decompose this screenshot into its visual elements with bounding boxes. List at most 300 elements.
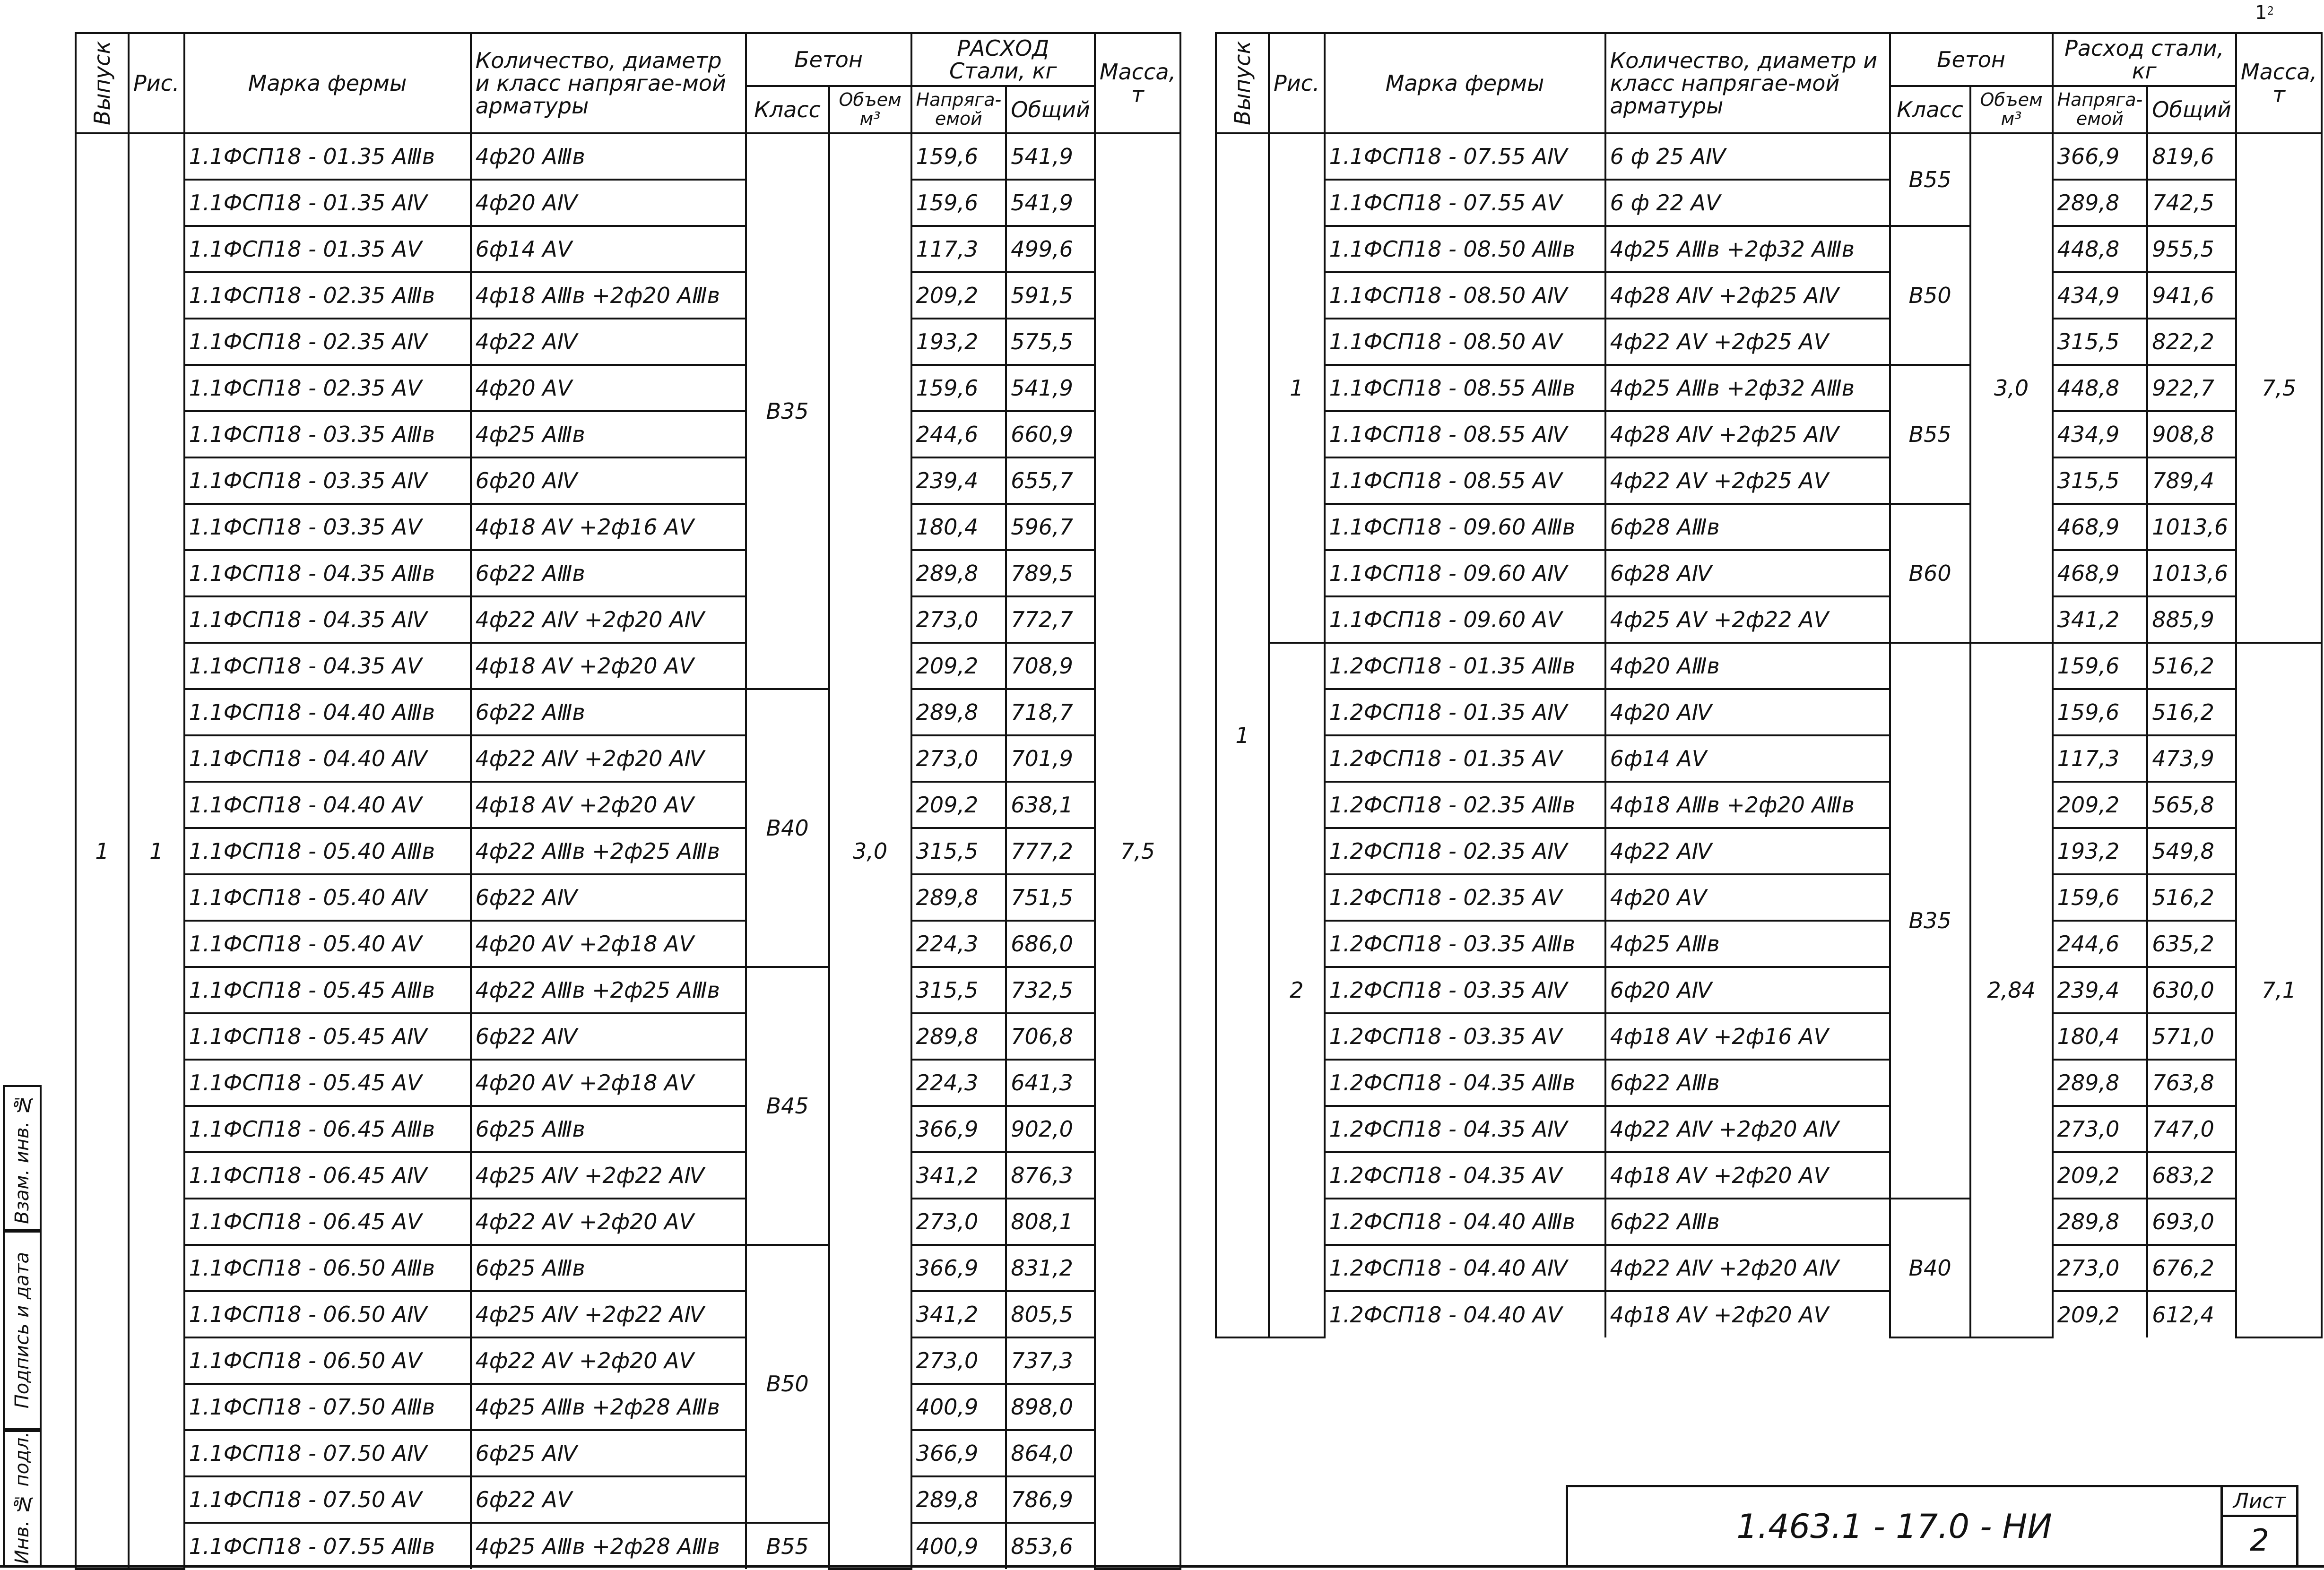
header-ris: Рис. xyxy=(129,33,184,133)
side-stamp-inv xyxy=(3,1428,42,1567)
header-massa: Масса, т xyxy=(1095,33,1180,133)
napr-cell: 273,0 xyxy=(911,1337,1006,1384)
table-row xyxy=(76,1013,1180,1060)
napr-cell: 468,9 xyxy=(2053,550,2148,596)
armatura-cell: 6ф22 АⅤ xyxy=(471,1476,746,1523)
marka-cell: 1.2ФСП18 - 04.35 АⅤ xyxy=(1325,1152,1605,1199)
marka-cell: 1.1ФСП18 - 07.55 АⅤ xyxy=(1325,180,1605,226)
left-steel-table xyxy=(75,32,1181,1570)
marka-cell: 1.1ФСП18 - 07.50 АⅢв xyxy=(184,1384,471,1430)
obshiy-cell: 655,7 xyxy=(1006,457,1095,504)
table-row xyxy=(76,504,1180,550)
napr-cell: 159,6 xyxy=(911,365,1006,411)
document-code: 1.463.1 - 17.0 - НИ xyxy=(1568,1487,2223,1565)
table-row xyxy=(1216,828,2322,874)
obshiy-cell: 541,9 xyxy=(1006,365,1095,411)
table-row xyxy=(76,365,1180,411)
armatura-cell: 4ф18 АⅤ +2ф16 АⅤ xyxy=(471,504,746,550)
armatura-cell: 6ф25 АⅢв xyxy=(471,1106,746,1152)
table-row xyxy=(76,1523,1180,1569)
napr-cell: 400,9 xyxy=(911,1523,1006,1569)
obshiy-cell: 630,0 xyxy=(2147,967,2236,1013)
armatura-cell: 6ф22 АⅢв xyxy=(471,689,746,735)
armatura-cell: 4ф25 АⅢв +2ф32 АⅢв xyxy=(1605,226,1890,272)
table-row xyxy=(76,272,1180,319)
table-row xyxy=(76,1060,1180,1106)
table-row xyxy=(1216,1060,2322,1106)
armatura-cell: 6ф25 АⅢв xyxy=(471,1245,746,1291)
header-beton: Бетон xyxy=(1890,33,2053,86)
armatura-cell: 6ф20 АⅣ xyxy=(471,457,746,504)
obshiy-cell: 693,0 xyxy=(2147,1199,2236,1245)
marka-cell: 1.2ФСП18 - 04.40 АⅢв xyxy=(1325,1199,1605,1245)
marka-cell: 1.1ФСП18 - 06.45 АⅢв xyxy=(184,1106,471,1152)
table-row xyxy=(76,596,1180,643)
table-row xyxy=(76,828,1180,874)
obshiy-cell: 902,0 xyxy=(1006,1106,1095,1152)
table-row xyxy=(1216,180,2322,226)
armatura-cell: 4ф25 АⅢв +2ф28 АⅢв xyxy=(471,1384,746,1430)
marka-cell: 1.1ФСП18 - 07.55 АⅢв xyxy=(184,1523,471,1569)
armatura-cell: 4ф25 АⅣ +2ф22 АⅣ xyxy=(471,1291,746,1337)
marka-cell: 1.2ФСП18 - 04.40 АⅣ xyxy=(1325,1245,1605,1291)
napr-cell: 159,6 xyxy=(2053,643,2148,689)
marka-cell: 1.2ФСП18 - 04.35 АⅢв xyxy=(1325,1060,1605,1106)
marka-cell: 1.2ФСП18 - 01.35 АⅤ xyxy=(1325,735,1605,782)
obshiy-cell: 955,5 xyxy=(2147,226,2236,272)
marka-cell: 1.2ФСП18 - 03.35 АⅣ xyxy=(1325,967,1605,1013)
marka-cell: 1.2ФСП18 - 02.35 АⅣ xyxy=(1325,828,1605,874)
obshiy-cell: 516,2 xyxy=(2147,874,2236,921)
header-vypusk: Выпуск xyxy=(1216,33,1269,133)
header-massa: Масса, т xyxy=(2236,33,2322,133)
armatura-cell: 4ф25 АⅢв +2ф28 АⅢв xyxy=(471,1523,746,1569)
napr-cell: 159,6 xyxy=(2053,874,2148,921)
volume-cell: 2,84 xyxy=(1970,643,2053,1337)
marka-cell: 1.1ФСП18 - 06.45 АⅣ xyxy=(184,1152,471,1199)
armatura-cell: 4ф20 АⅤ xyxy=(471,365,746,411)
header-obem: Объем м³ xyxy=(1970,86,2053,133)
marka-cell: 1.1ФСП18 - 05.40 АⅢв xyxy=(184,828,471,874)
marka-cell: 1.1ФСП18 - 04.40 АⅣ xyxy=(184,735,471,782)
marka-cell: 1.1ФСП18 - 04.35 АⅤ xyxy=(184,643,471,689)
table-row xyxy=(1216,967,2322,1013)
armatura-cell: 6ф22 АⅢв xyxy=(1605,1199,1890,1245)
table-row xyxy=(76,735,1180,782)
napr-cell: 341,2 xyxy=(2053,596,2148,643)
table-row xyxy=(1216,226,2322,272)
header-kolichestvo: Количество, диаметр и класс напрягае-мой арматуры xyxy=(1605,33,1890,133)
header-marka: Марка фермы xyxy=(184,33,471,133)
table-row xyxy=(76,643,1180,689)
massa-cell: 7,5 xyxy=(1095,133,1180,1569)
napr-cell: 289,8 xyxy=(2053,180,2148,226)
napr-cell: 224,3 xyxy=(911,1060,1006,1106)
header-obshiy: Общий xyxy=(1006,86,1095,133)
table-row xyxy=(1216,1013,2322,1060)
napr-cell: 341,2 xyxy=(911,1152,1006,1199)
table-row xyxy=(1216,319,2322,365)
napr-cell: 180,4 xyxy=(911,504,1006,550)
header-obshiy: Общий xyxy=(2147,86,2236,133)
marka-cell: 1.1ФСП18 - 06.50 АⅤ xyxy=(184,1337,471,1384)
obshiy-cell: 789,4 xyxy=(2147,457,2236,504)
beton-klass-cell: В35 xyxy=(1890,643,1970,1199)
header-beton: Бетон xyxy=(746,33,911,86)
napr-cell: 209,2 xyxy=(911,643,1006,689)
volume-cell: 3,0 xyxy=(829,133,911,1569)
vypusk-cell: 1 xyxy=(76,133,129,1569)
obshiy-cell: 635,2 xyxy=(2147,921,2236,967)
armatura-cell: 4ф20 АⅤ +2ф18 АⅤ xyxy=(471,921,746,967)
marka-cell: 1.2ФСП18 - 03.35 АⅤ xyxy=(1325,1013,1605,1060)
header-kolichestvo: Количество, диаметр и класс напрягае-мой арматуры xyxy=(471,33,746,133)
marka-cell: 1.1ФСП18 - 09.60 АⅣ xyxy=(1325,550,1605,596)
obshiy-cell: 612,4 xyxy=(2147,1291,2236,1337)
header-klass: Класс xyxy=(1890,86,1970,133)
napr-cell: 366,9 xyxy=(911,1245,1006,1291)
marka-cell: 1.1ФСП18 - 05.45 АⅢв xyxy=(184,967,471,1013)
table-row xyxy=(76,457,1180,504)
marka-cell: 1.2ФСП18 - 04.40 АⅤ xyxy=(1325,1291,1605,1337)
armatura-cell: 4ф25 АⅣ +2ф22 АⅣ xyxy=(471,1152,746,1199)
table-row xyxy=(1216,1152,2322,1199)
marka-cell: 1.1ФСП18 - 09.60 АⅢв xyxy=(1325,504,1605,550)
marka-cell: 1.1ФСП18 - 01.35 АⅤ xyxy=(184,226,471,272)
ris-cell: 1 xyxy=(129,133,184,1569)
table-row xyxy=(76,319,1180,365)
table-row xyxy=(76,411,1180,457)
napr-cell: 193,2 xyxy=(911,319,1006,365)
marka-cell: 1.1ФСП18 - 01.35 АⅢв xyxy=(184,133,471,180)
napr-cell: 434,9 xyxy=(2053,411,2148,457)
table-row xyxy=(76,1476,1180,1523)
header-vypusk: Выпуск xyxy=(76,33,129,133)
napr-cell: 273,0 xyxy=(2053,1106,2148,1152)
obshiy-cell: 1013,6 xyxy=(2147,550,2236,596)
obshiy-cell: 701,9 xyxy=(1006,735,1095,782)
table-row xyxy=(76,921,1180,967)
napr-cell: 289,8 xyxy=(2053,1199,2148,1245)
napr-cell: 400,9 xyxy=(911,1384,1006,1430)
obshiy-cell: 732,5 xyxy=(1006,967,1095,1013)
armatura-cell: 4ф22 АⅢв +2ф25 АⅢв xyxy=(471,967,746,1013)
table-row xyxy=(76,1384,1180,1430)
header-obem: Объем м³ xyxy=(829,86,911,133)
side-stamp-vzam-label: Взам. инв. № xyxy=(11,1094,33,1224)
armatura-cell: 6ф22 АⅢв xyxy=(471,550,746,596)
marka-cell: 1.1ФСП18 - 08.50 АⅤ xyxy=(1325,319,1605,365)
header-ris: Рис. xyxy=(1269,33,1325,133)
marka-cell: 1.1ФСП18 - 02.35 АⅢв xyxy=(184,272,471,319)
napr-cell: 209,2 xyxy=(911,782,1006,828)
table-row xyxy=(76,874,1180,921)
obshiy-cell: 683,2 xyxy=(2147,1152,2236,1199)
armatura-cell: 4ф20 АⅣ xyxy=(471,180,746,226)
marka-cell: 1.1ФСП18 - 08.55 АⅤ xyxy=(1325,457,1605,504)
obshiy-cell: 772,7 xyxy=(1006,596,1095,643)
obshiy-cell: 908,8 xyxy=(2147,411,2236,457)
beton-klass-cell: В60 xyxy=(1890,504,1970,643)
side-stamp-vzam xyxy=(3,1085,42,1233)
table-row xyxy=(1216,735,2322,782)
header-marka: Марка фермы xyxy=(1325,33,1605,133)
obshiy-cell: 751,5 xyxy=(1006,874,1095,921)
obshiy-cell: 718,7 xyxy=(1006,689,1095,735)
armatura-cell: 4ф20 АⅣ xyxy=(1605,689,1890,735)
obshiy-cell: 763,8 xyxy=(2147,1060,2236,1106)
table-row xyxy=(76,1245,1180,1291)
obshiy-cell: 706,8 xyxy=(1006,1013,1095,1060)
side-stamp-inv-label: Инв. № подл. xyxy=(11,1431,33,1564)
napr-cell: 289,8 xyxy=(911,1476,1006,1523)
table-row xyxy=(76,967,1180,1013)
obshiy-cell: 876,3 xyxy=(1006,1152,1095,1199)
beton-klass-cell: В40 xyxy=(1890,1199,1970,1337)
vypusk-cell: 1 xyxy=(1216,133,1269,1337)
sheet-number: 2 xyxy=(2250,1523,2269,1558)
beton-klass-cell: В55 xyxy=(1890,365,1970,504)
marka-cell: 1.1ФСП18 - 05.40 АⅣ xyxy=(184,874,471,921)
armatura-cell: 4ф28 АⅣ +2ф25 АⅣ xyxy=(1605,411,1890,457)
napr-cell: 209,2 xyxy=(2053,1291,2148,1337)
armatura-cell: 4ф22 АⅤ +2ф20 АⅤ xyxy=(471,1337,746,1384)
table-row xyxy=(1216,1291,2322,1337)
table-row xyxy=(1216,1106,2322,1152)
napr-cell: 239,4 xyxy=(911,457,1006,504)
napr-cell: 448,8 xyxy=(2053,365,2148,411)
obshiy-cell: 885,9 xyxy=(2147,596,2236,643)
marka-cell: 1.1ФСП18 - 08.55 АⅣ xyxy=(1325,411,1605,457)
marka-cell: 1.2ФСП18 - 02.35 АⅢв xyxy=(1325,782,1605,828)
table-row xyxy=(76,180,1180,226)
napr-cell: 434,9 xyxy=(2053,272,2148,319)
right-steel-table xyxy=(1215,32,2323,1338)
marka-cell: 1.1ФСП18 - 02.35 АⅣ xyxy=(184,319,471,365)
armatura-cell: 6ф28 АⅣ xyxy=(1605,550,1890,596)
marka-cell: 1.2ФСП18 - 03.35 АⅢв xyxy=(1325,921,1605,967)
beton-klass-cell: В55 xyxy=(746,1523,829,1569)
obshiy-cell: 596,7 xyxy=(1006,504,1095,550)
marka-cell: 1.2ФСП18 - 04.35 АⅣ xyxy=(1325,1106,1605,1152)
marka-cell: 1.1ФСП18 - 06.50 АⅣ xyxy=(184,1291,471,1337)
napr-cell: 209,2 xyxy=(911,272,1006,319)
napr-cell: 341,2 xyxy=(911,1291,1006,1337)
napr-cell: 289,8 xyxy=(911,550,1006,596)
marka-cell: 1.1ФСП18 - 04.40 АⅢв xyxy=(184,689,471,735)
armatura-cell: 4ф22 АⅣ +2ф20 АⅣ xyxy=(471,596,746,643)
armatura-cell: 4ф25 АⅢв xyxy=(1605,921,1890,967)
armatura-cell: 6ф25 АⅣ xyxy=(471,1430,746,1476)
marka-cell: 1.1ФСП18 - 07.50 АⅣ xyxy=(184,1430,471,1476)
napr-cell: 273,0 xyxy=(911,596,1006,643)
header-rashod: РАСХОД Стали, кг xyxy=(911,33,1095,86)
marka-cell: 1.1ФСП18 - 01.35 АⅣ xyxy=(184,180,471,226)
napr-cell: 315,5 xyxy=(911,828,1006,874)
table-row xyxy=(76,1337,1180,1384)
napr-cell: 289,8 xyxy=(2053,1060,2148,1106)
beton-klass-cell: В50 xyxy=(746,1245,829,1523)
napr-cell: 180,4 xyxy=(2053,1013,2148,1060)
marka-cell: 1.1ФСП18 - 07.55 АⅣ xyxy=(1325,133,1605,180)
marka-cell: 1.2ФСП18 - 01.35 АⅣ xyxy=(1325,689,1605,735)
marka-cell: 1.1ФСП18 - 04.35 АⅢв xyxy=(184,550,471,596)
table-row xyxy=(76,782,1180,828)
title-block xyxy=(1566,1485,2298,1565)
beton-klass-cell: В55 xyxy=(1890,133,1970,226)
napr-cell: 209,2 xyxy=(2053,1152,2148,1199)
armatura-cell: 4ф22 АⅣ +2ф20 АⅣ xyxy=(1605,1245,1890,1291)
marka-cell: 1.1ФСП18 - 05.45 АⅤ xyxy=(184,1060,471,1106)
obshiy-cell: 541,9 xyxy=(1006,180,1095,226)
obshiy-cell: 747,0 xyxy=(2147,1106,2236,1152)
obshiy-cell: 831,2 xyxy=(1006,1245,1095,1291)
armatura-cell: 4ф18 АⅤ +2ф20 АⅤ xyxy=(1605,1291,1890,1337)
napr-cell: 224,3 xyxy=(911,921,1006,967)
napr-cell: 366,9 xyxy=(2053,133,2148,180)
obshiy-cell: 786,9 xyxy=(1006,1476,1095,1523)
armatura-cell: 4ф22 АⅤ +2ф25 АⅤ xyxy=(1605,319,1890,365)
napr-cell: 273,0 xyxy=(2053,1245,2148,1291)
armatura-cell: 4ф18 АⅢв +2ф20 АⅢв xyxy=(471,272,746,319)
marka-cell: 1.1ФСП18 - 06.50 АⅢв xyxy=(184,1245,471,1291)
obshiy-cell: 777,2 xyxy=(1006,828,1095,874)
napr-cell: 273,0 xyxy=(911,1199,1006,1245)
beton-klass-cell: В45 xyxy=(746,967,829,1245)
obshiy-cell: 516,2 xyxy=(2147,643,2236,689)
armatura-cell: 4ф20 АⅤ xyxy=(1605,874,1890,921)
napr-cell: 159,6 xyxy=(911,180,1006,226)
marka-cell: 1.1ФСП18 - 05.45 АⅣ xyxy=(184,1013,471,1060)
marka-cell: 1.1ФСП18 - 09.60 АⅤ xyxy=(1325,596,1605,643)
armatura-cell: 6ф14 АⅤ xyxy=(1605,735,1890,782)
header-klass: Класс xyxy=(746,86,829,133)
armatura-cell: 4ф18 АⅤ +2ф20 АⅤ xyxy=(471,782,746,828)
napr-cell: 244,6 xyxy=(911,411,1006,457)
obshiy-cell: 565,8 xyxy=(2147,782,2236,828)
marka-cell: 1.1ФСП18 - 08.50 АⅢв xyxy=(1325,226,1605,272)
marka-cell: 1.2ФСП18 - 02.35 АⅤ xyxy=(1325,874,1605,921)
armatura-cell: 6ф28 АⅢв xyxy=(1605,504,1890,550)
napr-cell: 117,3 xyxy=(2053,735,2148,782)
table-row xyxy=(1216,457,2322,504)
napr-cell: 193,2 xyxy=(2053,828,2148,874)
marka-cell: 1.2ФСП18 - 01.35 АⅢв xyxy=(1325,643,1605,689)
volume-cell: 3,0 xyxy=(1970,133,2053,643)
armatura-cell: 4ф18 АⅤ +2ф20 АⅤ xyxy=(1605,1152,1890,1199)
obshiy-cell: 742,5 xyxy=(2147,180,2236,226)
header-napr: Напряга-емой xyxy=(911,86,1006,133)
obshiy-cell: 922,7 xyxy=(2147,365,2236,411)
header-rashod: Расход стали, кг xyxy=(2053,33,2236,86)
obshiy-cell: 808,1 xyxy=(1006,1199,1095,1245)
armatura-cell: 6ф22 АⅣ xyxy=(471,1013,746,1060)
napr-cell: 315,5 xyxy=(911,967,1006,1013)
massa-cell: 7,1 xyxy=(2236,643,2322,1337)
napr-cell: 244,6 xyxy=(2053,921,2148,967)
marka-cell: 1.1ФСП18 - 03.35 АⅣ xyxy=(184,457,471,504)
obshiy-cell: 853,6 xyxy=(1006,1523,1095,1569)
napr-cell: 315,5 xyxy=(2053,319,2148,365)
marka-cell: 1.1ФСП18 - 03.35 АⅤ xyxy=(184,504,471,550)
table-row xyxy=(1216,1245,2322,1291)
napr-cell: 289,8 xyxy=(911,689,1006,735)
side-stamp-podpis xyxy=(3,1229,42,1432)
obshiy-cell: 686,0 xyxy=(1006,921,1095,967)
armatura-cell: 4ф22 АⅣ xyxy=(471,319,746,365)
marka-cell: 1.1ФСП18 - 06.45 АⅤ xyxy=(184,1199,471,1245)
napr-cell: 366,9 xyxy=(911,1430,1006,1476)
obshiy-cell: 473,9 xyxy=(2147,735,2236,782)
corner-mark: 1⁲ xyxy=(2255,2,2274,24)
table-row xyxy=(1216,782,2322,828)
armatura-cell: 4ф18 АⅤ +2ф20 АⅤ xyxy=(471,643,746,689)
armatura-cell: 4ф25 АⅢв xyxy=(471,411,746,457)
marka-cell: 1.1ФСП18 - 03.35 АⅢв xyxy=(184,411,471,457)
table-row xyxy=(1216,411,2322,457)
obshiy-cell: 789,5 xyxy=(1006,550,1095,596)
table-row xyxy=(1216,504,2322,550)
armatura-cell: 4ф18 АⅤ +2ф16 АⅤ xyxy=(1605,1013,1890,1060)
armatura-cell: 6ф20 АⅣ xyxy=(1605,967,1890,1013)
armatura-cell: 6 ф 22 АⅤ xyxy=(1605,180,1890,226)
napr-cell: 366,9 xyxy=(911,1106,1006,1152)
armatura-cell: 4ф20 АⅤ +2ф18 АⅤ xyxy=(471,1060,746,1106)
table-row xyxy=(76,689,1180,735)
napr-cell: 209,2 xyxy=(2053,782,2148,828)
napr-cell: 159,6 xyxy=(2053,689,2148,735)
ris-cell: 1 xyxy=(1269,133,1325,643)
table-row xyxy=(1216,550,2322,596)
table-row xyxy=(1216,643,2322,689)
side-stamp-podpis-label: Подпись и дата xyxy=(11,1252,33,1409)
obshiy-cell: 941,6 xyxy=(2147,272,2236,319)
napr-cell: 468,9 xyxy=(2053,504,2148,550)
table-row xyxy=(1216,272,2322,319)
beton-klass-cell: В40 xyxy=(746,689,829,967)
table-row xyxy=(76,1152,1180,1199)
table-row xyxy=(76,226,1180,272)
obshiy-cell: 516,2 xyxy=(2147,689,2236,735)
marka-cell: 1.1ФСП18 - 05.40 АⅤ xyxy=(184,921,471,967)
armatura-cell: 4ф22 АⅢв +2ф25 АⅢв xyxy=(471,828,746,874)
obshiy-cell: 822,2 xyxy=(2147,319,2236,365)
napr-cell: 448,8 xyxy=(2053,226,2148,272)
armatura-cell: 4ф22 АⅤ +2ф20 АⅤ xyxy=(471,1199,746,1245)
armatura-cell: 4ф25 АⅤ +2ф22 АⅤ xyxy=(1605,596,1890,643)
napr-cell: 117,3 xyxy=(911,226,1006,272)
table-row xyxy=(1216,921,2322,967)
table-row xyxy=(76,1291,1180,1337)
beton-klass-cell: В35 xyxy=(746,133,829,689)
armatura-cell: 4ф20 АⅢв xyxy=(1605,643,1890,689)
obshiy-cell: 641,3 xyxy=(1006,1060,1095,1106)
armatura-cell: 4ф20 АⅢв xyxy=(471,133,746,180)
armatura-cell: 4ф18 АⅢв +2ф20 АⅢв xyxy=(1605,782,1890,828)
table-row xyxy=(76,133,1180,180)
beton-klass-cell: В50 xyxy=(1890,226,1970,365)
table-row xyxy=(1216,689,2322,735)
table-row xyxy=(76,1430,1180,1476)
table-row xyxy=(1216,596,2322,643)
obshiy-cell: 805,5 xyxy=(1006,1291,1095,1337)
obshiy-cell: 591,5 xyxy=(1006,272,1095,319)
armatura-cell: 6ф14 АⅤ xyxy=(471,226,746,272)
armatura-cell: 4ф22 АⅣ +2ф20 АⅣ xyxy=(471,735,746,782)
obshiy-cell: 708,9 xyxy=(1006,643,1095,689)
table-row xyxy=(1216,133,2322,180)
armatura-cell: 4ф22 АⅣ xyxy=(1605,828,1890,874)
